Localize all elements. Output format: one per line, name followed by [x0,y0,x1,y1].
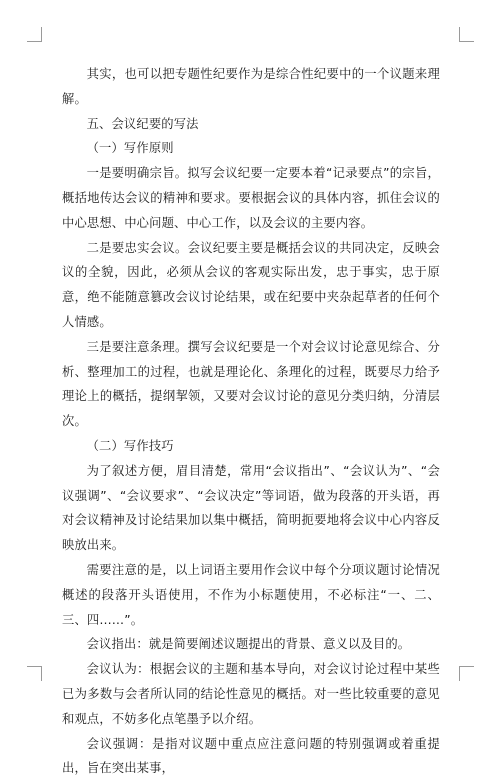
subsection-heading-principles: （一）写作原则 [86,141,174,156]
paragraph-meeting-pointed-out: 会议指出：就是简要阐述议题提出的背景、意义以及目的。 [86,637,411,652]
paragraph-principle-two: 二是要忠实会议。会议纪要主要是概括会议的共同决定，反映会议的全貌，因此，必须从会议的客观实际出发，忠于事实，忠于原意，绝不能随意篡改会议讨论结果，或在纪要中夹杂起草者的任何个人情感。 [62,240,440,329]
paragraph-intro: 其实，也可以把专题性纪要作为是综合性纪要中的一个议题来理解。 [62,67,440,106]
paragraph-meeting-considered: 会议认为：根据会议的主题和基本导向，对会议讨论过程中某些已为多数与会者所认同的结论性意见的概括。对一些比较重要的意见和观点，不妨多化点笔墨予以介绍。 [62,662,440,726]
section-heading: 五、会议纪要的写法 [86,116,199,131]
subsection-heading-techniques: （二）写作技巧 [86,438,174,453]
crop-mark-top-right [459,27,474,42]
crop-mark-bottom-left [27,666,42,681]
crop-mark-bottom-right [459,666,474,681]
paragraph-principle-one: 一是要明确宗旨。拟写会议纪要一定要本着“记录要点”的宗旨，概括地传达会议的精神和要求。要根据会议的具体内容，抓住会议的中心思想、中心问题、中心工作，以及会议的主要内容。 [62,166,440,230]
paragraph-principle-three: 三是要注意条理。撰写会议纪要是一个对会议讨论意见综合、分析、整理加工的过程，也就是理论化、条理化的过程，既要尽力给予理论上的概括，提纲挈领，又要对会议讨论的意见分类归纳，分清层次。 [62,339,440,429]
crop-mark-top-left [27,27,42,42]
paragraph-meeting-emphasized: 会议强调：是指对议题中重点应注意问题的特别强调或着重提出，旨在突出某事， [62,736,440,776]
paragraph-techniques: 为了叙述方便，眉目清楚，常用“会议指出”、“会议认为”、“会议强调”、“会议要求”、“会议决定”等词语，做为段落的开头语，再对会议精神及讨论结果加以集中概括，简明扼要地将会议中心内容反映放出来。 [62,463,440,553]
paragraph-note: 需要注意的是，以上词语主要用作会议中每个分项议题讨论情况概述的段落开头语使用，不作为小标题使用，不必标注“一、二、三、四……”。 [62,562,440,627]
document-body [62,62,440,781]
